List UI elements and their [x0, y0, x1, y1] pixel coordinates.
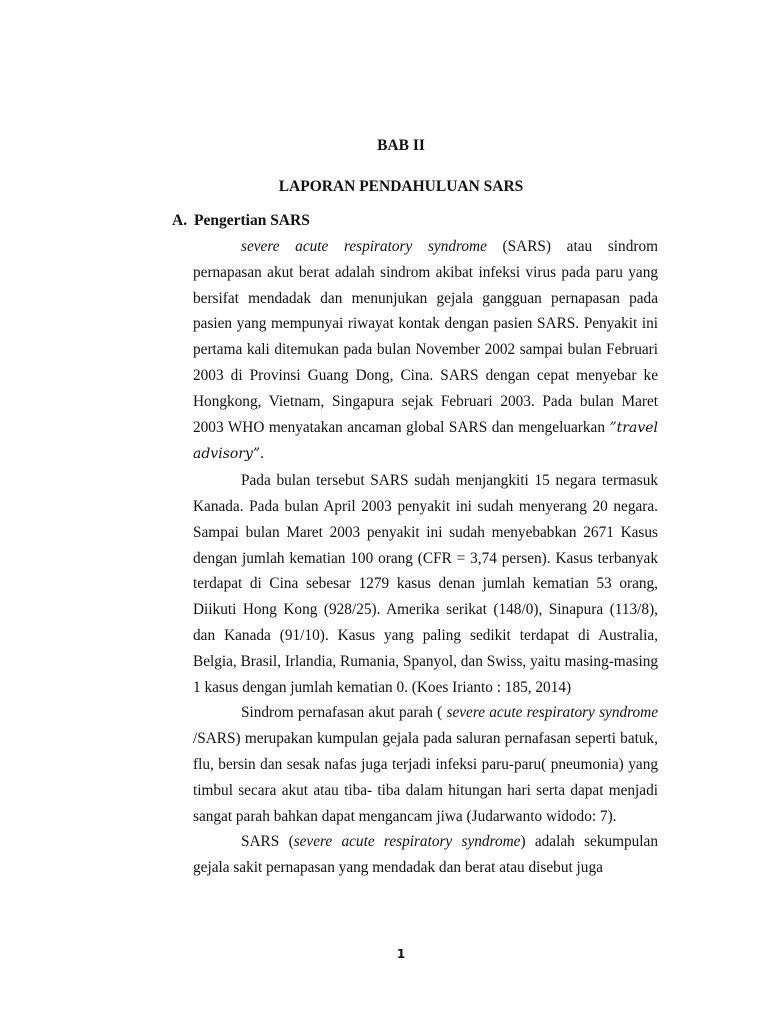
paragraph-4-term: severe acute respiratory syndrome [293, 833, 521, 851]
chapter-title: BAB II [377, 137, 425, 154]
paragraph-3-text-a: Sindrom pernafasan akut parah ( [241, 704, 447, 722]
page-title: LAPORAN PENDAHULUAN SARS [278, 178, 524, 195]
paragraph-3 [193, 700, 658, 829]
page-number: 1 [396, 947, 406, 961]
paragraph-2: Pada bulan tersebut SARS sudah menjangkiti 15 negara termasuk Kanada. Pada bulan April 2003 penyakit ini sudah menyerang 20 negara. Sampai bulan Maret 2003 penyakit ini sudah menyebabkan 2671 Kasus dengan jumlah kematian 100 orang (CFR = 3,74 persen). Kasus terbanyak terdapat di Cina sebesar 1279 kasus denan jumlah kematian 53 orang, Diikuti Hong Kong (928/25). Amerika serikat (148/0), Sinapura (113/8), dan Kanada (91/10). Kasus yang paling sedikit terdapat di Australia, Belgia, Brasil, Irlandia, Rumania, Spanyol, dan Swiss, yaitu masing-masing 1 kasus dengan jumlah kematian 0. (Koes Irianto : 185, 2014) [193, 472, 658, 696]
paragraph-1-end: . [260, 445, 264, 463]
paragraph-3-term: severe acute respiratory syndrome [446, 704, 658, 722]
paragraph-1-term: severe acute respiratory syndrome [241, 238, 487, 255]
paragraph-4 [193, 829, 658, 881]
paragraph-1-text: (SARS) atau sindrom pernapasan akut berat adalah sindrom akibat infeksi virus pada paru yang bersifat mendadak dan menunjukan gejala gangguan pernapasan pada pasien yang mempunyai riwayat kontak dengan pasien SARS. Penyakit ini pertama kali ditemukan pada bulan November 2002 sampai bulan Februari 2003 di Provinsi Guang Dong, Cina. SARS dengan cepat menyebar ke Hongkong, Vietnam, Singapura sejak Februari 2003. Pada bulan Maret 2003 WHO menyatakan ancaman global SARS dan mengeluarkan [193, 238, 658, 436]
paragraph-3-text-b: /SARS) merupakan kumpulan gejala pada saluran pernafasan seperti batuk, flu, bersin dan sesak nafas juga terjadi infeksi paru-paru( pneumonia) yang timbul secara akut atau tiba- tiba dalam hitungan hari serta dapat menjadi sangat parah bahkan dapat mengancam jiwa (Judarwanto widodo: 7). [193, 730, 658, 825]
paragraph-4-text-b: ) adalah sekumpulan gejala sakit pernapasan yang mendadak dan berat atau disebut juga [193, 833, 658, 877]
section-heading [172, 212, 310, 230]
paragraph-1-quote: ”travel advisory” [193, 419, 658, 463]
section-heading-text: Pengertian SARS [194, 212, 310, 229]
body-text [193, 234, 658, 881]
section-letter: A. [172, 212, 188, 229]
paragraph-4-text-a: SARS ( [241, 833, 294, 851]
paragraph-1 [193, 234, 658, 468]
